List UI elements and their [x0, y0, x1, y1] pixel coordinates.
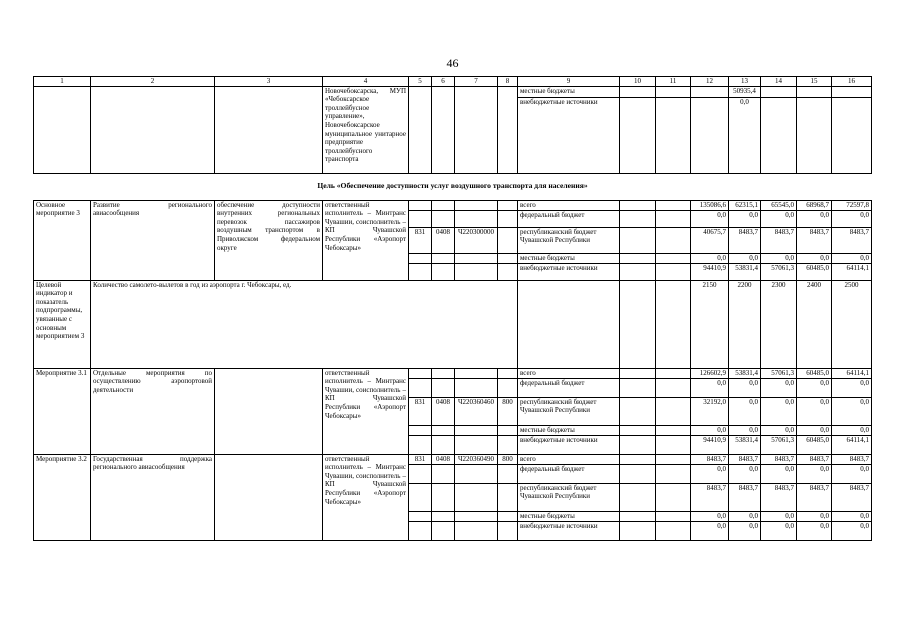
- value-cell: 8483,7: [832, 227, 872, 253]
- code-cell: [498, 511, 518, 521]
- indicator-row: [34, 280, 872, 368]
- value-cell: [691, 97, 729, 173]
- value-cell: [620, 521, 656, 540]
- value-cell: 0,0: [729, 511, 761, 521]
- value-cell: [620, 397, 656, 425]
- value-cell: 0,0: [691, 521, 729, 540]
- value-cell: 0,0: [729, 425, 761, 435]
- value-cell: 8483,7: [691, 483, 729, 511]
- value-cell: 8483,7: [761, 227, 797, 253]
- header-cell: 7: [455, 77, 498, 87]
- value-cell: [620, 435, 656, 454]
- block-row: [34, 200, 872, 210]
- value-cell: 64114,1: [832, 435, 872, 454]
- header-cell: 9: [518, 77, 620, 87]
- code-cell: 0408: [432, 454, 455, 464]
- value-cell: [656, 263, 691, 280]
- value-cell: 0,0: [832, 397, 872, 425]
- code-cell: [432, 511, 455, 521]
- empty-cell: [34, 86, 91, 173]
- header-cell: 2: [91, 77, 215, 87]
- code-cell: [498, 378, 518, 397]
- source-cell: местные бюджеты: [518, 425, 620, 435]
- code-cell: [409, 200, 432, 210]
- empty-cell: [620, 280, 656, 368]
- value-cell: 0,0: [797, 378, 832, 397]
- value-cell: [656, 227, 691, 253]
- value-cell: 0,0: [832, 521, 872, 540]
- value-cell: 8483,7: [761, 454, 797, 464]
- value-cell: 8483,7: [761, 483, 797, 511]
- empty-cell: [656, 280, 691, 368]
- indicator-text: Количество самолето-вылетов в год из аэропорта г. Чебоксары, ед.: [91, 280, 518, 368]
- activity-title: Отдельные мероприятия по осуществлению аэропортовой деятельности: [91, 368, 215, 454]
- value-cell: 0,0: [691, 464, 729, 483]
- value-cell: 0,0: [691, 210, 729, 227]
- code-cell: [498, 521, 518, 540]
- value-cell: [620, 368, 656, 378]
- value-cell: [620, 200, 656, 210]
- code-cell: Ч220360490: [455, 454, 498, 464]
- code-cell: 831: [409, 454, 432, 464]
- indicator-value: 2300: [761, 280, 797, 368]
- value-cell: 57061,3: [761, 435, 797, 454]
- source-cell: республиканский бюджет Чувашской Республики: [518, 483, 620, 511]
- value-cell: 53831,4: [729, 368, 761, 378]
- value-cell: 62315,1: [729, 200, 761, 210]
- activity-name: Основное мероприятие 3: [34, 200, 91, 280]
- activity-goal: [215, 368, 323, 454]
- continuation-row: [34, 86, 872, 97]
- code-cell: [455, 425, 498, 435]
- value-cell: 0,0: [729, 97, 761, 173]
- indicator-value: 2500: [832, 280, 872, 368]
- code-cell: [432, 464, 455, 483]
- code-cell: [409, 86, 432, 173]
- header-cell: 1: [34, 77, 91, 87]
- source-cell: федеральный бюджет: [518, 378, 620, 397]
- code-cell: 0408: [432, 397, 455, 425]
- code-cell: [409, 210, 432, 227]
- code-cell: [498, 464, 518, 483]
- value-cell: 94410,9: [691, 435, 729, 454]
- empty-cell: [91, 86, 215, 173]
- value-cell: [797, 97, 832, 173]
- header-cell: 13: [729, 77, 761, 87]
- code-cell: [432, 200, 455, 210]
- value-cell: [620, 263, 656, 280]
- code-cell: 800: [498, 454, 518, 464]
- value-cell: [656, 425, 691, 435]
- value-cell: 0,0: [797, 253, 832, 263]
- value-cell: [656, 435, 691, 454]
- value-cell: 0,0: [832, 425, 872, 435]
- value-cell: [620, 511, 656, 521]
- source-cell: республиканский бюджет Чувашской Республики: [518, 227, 620, 253]
- code-cell: [455, 253, 498, 263]
- code-cell: [432, 435, 455, 454]
- code-cell: [455, 368, 498, 378]
- header-cell: 15: [797, 77, 832, 87]
- value-cell: 64114,1: [832, 368, 872, 378]
- value-cell: 0,0: [797, 521, 832, 540]
- header-cell: 10: [620, 77, 656, 87]
- value-cell: [656, 368, 691, 378]
- source-cell: внебюджетные источники: [518, 263, 620, 280]
- source-cell: внебюджетные источники: [518, 97, 620, 173]
- value-cell: 0,0: [761, 253, 797, 263]
- value-cell: 65545,0: [761, 200, 797, 210]
- code-cell: 831: [409, 227, 432, 253]
- header-cell: 6: [432, 77, 455, 87]
- code-cell: [409, 521, 432, 540]
- value-cell: 68968,7: [797, 200, 832, 210]
- code-cell: [409, 368, 432, 378]
- goal-row: [34, 173, 872, 200]
- value-cell: [656, 397, 691, 425]
- header-cell: 8: [498, 77, 518, 87]
- value-cell: 57061,3: [761, 263, 797, 280]
- code-cell: [409, 464, 432, 483]
- source-cell: внебюджетные источники: [518, 435, 620, 454]
- value-cell: 0,0: [761, 397, 797, 425]
- code-cell: [409, 253, 432, 263]
- value-cell: 126602,9: [691, 368, 729, 378]
- code-cell: [409, 378, 432, 397]
- value-cell: [691, 86, 729, 97]
- value-cell: 0,0: [797, 397, 832, 425]
- value-cell: 50935,4: [729, 86, 761, 97]
- value-cell: [656, 97, 691, 173]
- value-cell: [656, 454, 691, 464]
- value-cell: [656, 86, 691, 97]
- code-cell: [455, 511, 498, 521]
- value-cell: [620, 86, 656, 97]
- empty-cell: [518, 280, 620, 368]
- code-cell: [432, 253, 455, 263]
- code-cell: [498, 253, 518, 263]
- code-cell: [432, 425, 455, 435]
- code-cell: [455, 521, 498, 540]
- value-cell: [620, 454, 656, 464]
- block-row: [34, 454, 872, 464]
- value-cell: [761, 97, 797, 173]
- value-cell: 0,0: [832, 464, 872, 483]
- value-cell: 0,0: [797, 210, 832, 227]
- value-cell: [656, 464, 691, 483]
- value-cell: [656, 483, 691, 511]
- value-cell: 94410,9: [691, 263, 729, 280]
- value-cell: [620, 97, 656, 173]
- value-cell: 0,0: [729, 210, 761, 227]
- value-cell: 0,0: [691, 378, 729, 397]
- code-cell: Ч220300000: [455, 227, 498, 253]
- code-cell: [432, 210, 455, 227]
- code-cell: Ч220360460: [455, 397, 498, 425]
- value-cell: [797, 86, 832, 97]
- source-cell: местные бюджеты: [518, 253, 620, 263]
- code-cell: 800: [498, 397, 518, 425]
- value-cell: 0,0: [797, 425, 832, 435]
- value-cell: 0,0: [729, 521, 761, 540]
- value-cell: [620, 464, 656, 483]
- value-cell: 0,0: [797, 464, 832, 483]
- value-cell: 72597,8: [832, 200, 872, 210]
- code-cell: [498, 86, 518, 173]
- responsible-cell: ответственный исполнитель – Минтранс Чувашии, соисполнитель – КП Чувашской Республики «Аэропорт Чебоксары»: [323, 200, 409, 280]
- value-cell: 64114,1: [832, 263, 872, 280]
- header-cell: 3: [215, 77, 323, 87]
- activity-title: Развитие регионального авиасообщения: [91, 200, 215, 280]
- value-cell: 0,0: [729, 397, 761, 425]
- value-cell: 0,0: [691, 425, 729, 435]
- source-cell: внебюджетные источники: [518, 521, 620, 540]
- value-cell: 0,0: [691, 511, 729, 521]
- value-cell: 8483,7: [691, 454, 729, 464]
- value-cell: 60485,0: [797, 263, 832, 280]
- code-cell: [409, 511, 432, 521]
- code-cell: [455, 210, 498, 227]
- code-cell: [455, 86, 498, 173]
- value-cell: 8483,7: [729, 454, 761, 464]
- code-cell: [455, 464, 498, 483]
- value-cell: 0,0: [832, 378, 872, 397]
- source-cell: федеральный бюджет: [518, 210, 620, 227]
- code-cell: [409, 263, 432, 280]
- value-cell: 8483,7: [832, 454, 872, 464]
- value-cell: 0,0: [761, 378, 797, 397]
- value-cell: [656, 378, 691, 397]
- code-cell: [455, 483, 498, 511]
- value-cell: [620, 483, 656, 511]
- value-cell: [656, 521, 691, 540]
- indicator-value: 2200: [729, 280, 761, 368]
- value-cell: 0,0: [761, 425, 797, 435]
- code-cell: 831: [409, 397, 432, 425]
- value-cell: [656, 253, 691, 263]
- value-cell: 32192,0: [691, 397, 729, 425]
- code-cell: 0408: [432, 227, 455, 253]
- code-cell: [432, 483, 455, 511]
- value-cell: 53831,4: [729, 435, 761, 454]
- code-cell: [409, 435, 432, 454]
- header-cell: 16: [832, 77, 872, 87]
- activity-title: Государственная поддержка регионального авиасообщения: [91, 454, 215, 540]
- source-cell: всего: [518, 200, 620, 210]
- value-cell: 0,0: [832, 210, 872, 227]
- activity-name: Мероприятие 3.1: [34, 368, 91, 454]
- value-cell: 57061,3: [761, 368, 797, 378]
- header-cell: 5: [409, 77, 432, 87]
- empty-cell: [215, 86, 323, 173]
- code-cell: [432, 86, 455, 173]
- value-cell: 0,0: [761, 521, 797, 540]
- indicator-value: 2400: [797, 280, 832, 368]
- source-cell: федеральный бюджет: [518, 464, 620, 483]
- value-cell: 0,0: [832, 253, 872, 263]
- source-cell: республиканский бюджет Чувашской Республики: [518, 397, 620, 425]
- value-cell: [761, 86, 797, 97]
- value-cell: 0,0: [761, 210, 797, 227]
- value-cell: [656, 200, 691, 210]
- value-cell: 8483,7: [832, 483, 872, 511]
- header-row: [34, 77, 872, 87]
- value-cell: 40675,7: [691, 227, 729, 253]
- value-cell: [656, 210, 691, 227]
- code-cell: [455, 263, 498, 280]
- code-cell: [409, 483, 432, 511]
- activity-goal: [215, 454, 323, 540]
- code-cell: [498, 368, 518, 378]
- value-cell: 8483,7: [797, 483, 832, 511]
- source-cell: всего: [518, 454, 620, 464]
- value-cell: 8483,7: [729, 227, 761, 253]
- value-cell: [620, 253, 656, 263]
- activity-goal: обеспечение доступности внутренних региональных перевозок пассажиров воздушным транспортом в Приволжском федеральном округе: [215, 200, 323, 280]
- value-cell: 0,0: [729, 378, 761, 397]
- responsible-cell: ответственный исполнитель – Минтранс Чувашии, соисполнитель – КП Чувашской Республики «Аэропорт Чебоксары»: [323, 454, 409, 540]
- code-cell: [432, 368, 455, 378]
- code-cell: [498, 263, 518, 280]
- code-cell: [498, 435, 518, 454]
- value-cell: [656, 511, 691, 521]
- value-cell: 0,0: [797, 511, 832, 521]
- value-cell: 0,0: [832, 511, 872, 521]
- value-cell: 8483,7: [729, 483, 761, 511]
- code-cell: [498, 227, 518, 253]
- value-cell: [620, 378, 656, 397]
- code-cell: [455, 200, 498, 210]
- value-cell: 0,0: [729, 253, 761, 263]
- page-number: 46: [446, 56, 459, 70]
- code-cell: [455, 378, 498, 397]
- value-cell: 0,0: [691, 253, 729, 263]
- responsible-cell: ответственный исполнитель – Минтранс Чувашии, соисполнитель – КП Чувашской Республики «Аэропорт Чебоксары»: [323, 368, 409, 454]
- value-cell: [620, 425, 656, 435]
- header-cell: 12: [691, 77, 729, 87]
- program-table: [33, 76, 872, 541]
- value-cell: 0,0: [761, 464, 797, 483]
- code-cell: [432, 521, 455, 540]
- value-cell: [620, 227, 656, 253]
- code-cell: [498, 210, 518, 227]
- value-cell: [832, 97, 872, 173]
- code-cell: [455, 435, 498, 454]
- code-cell: [432, 263, 455, 280]
- code-cell: [498, 425, 518, 435]
- goal-title: Цель «Обеспечение доступности услуг воздушного транспорта для населения»: [34, 173, 872, 200]
- value-cell: 8483,7: [797, 227, 832, 253]
- value-cell: 60485,0: [797, 435, 832, 454]
- code-cell: [409, 425, 432, 435]
- value-cell: [620, 210, 656, 227]
- value-cell: 135086,6: [691, 200, 729, 210]
- header-cell: 14: [761, 77, 797, 87]
- value-cell: 0,0: [729, 464, 761, 483]
- code-cell: [432, 378, 455, 397]
- code-cell: [498, 200, 518, 210]
- value-cell: 53831,4: [729, 263, 761, 280]
- value-cell: 0,0: [761, 511, 797, 521]
- value-cell: 60485,0: [797, 368, 832, 378]
- source-cell: всего: [518, 368, 620, 378]
- source-cell: местные бюджеты: [518, 86, 620, 97]
- executor-cell: Новочебоксарска, МУП «Чебоксарское троллейбусное управление», Новочебоксарское муниципальное унитарное предприятие троллейбусного транспорта: [323, 86, 409, 173]
- indicator-value: 2150: [691, 280, 729, 368]
- code-cell: [498, 483, 518, 511]
- activity-name: Мероприятие 3.2: [34, 454, 91, 540]
- value-cell: 8483,7: [797, 454, 832, 464]
- header-cell: 11: [656, 77, 691, 87]
- source-cell: местные бюджеты: [518, 511, 620, 521]
- value-cell: [832, 86, 872, 97]
- block-row: [34, 368, 872, 378]
- header-cell: 4: [323, 77, 409, 87]
- indicator-name: Целевой индикатор и показатель подпрограммы, увязанные с основным мероприятием 3: [34, 280, 91, 368]
